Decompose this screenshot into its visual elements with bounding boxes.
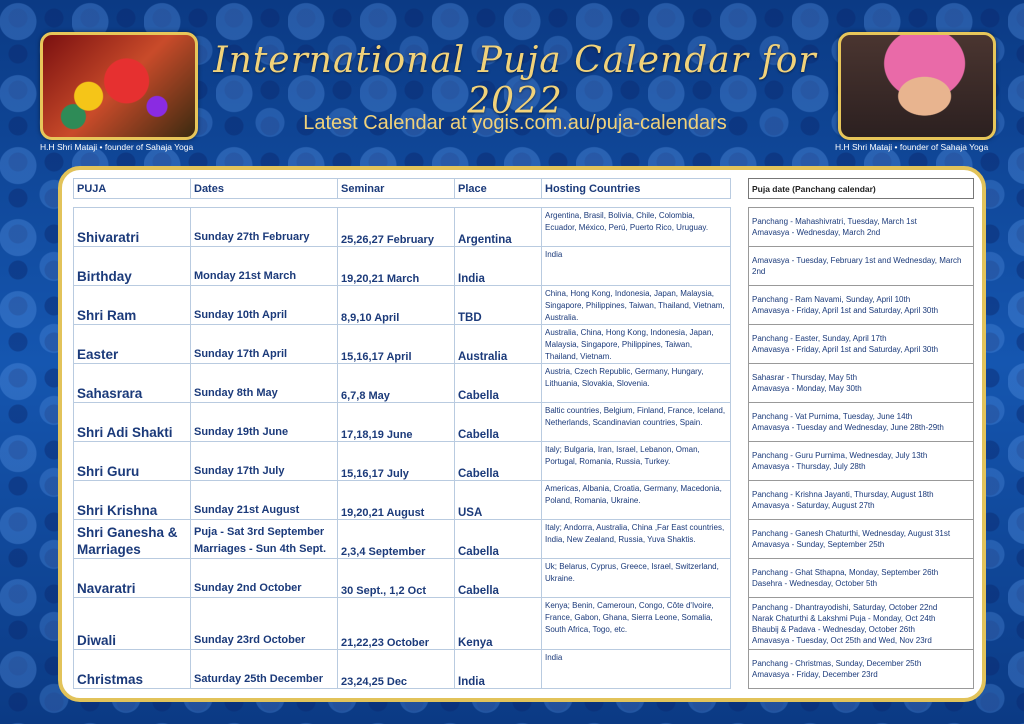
panchang-row <box>749 403 974 442</box>
puja-date <box>191 442 338 481</box>
calendar-panel <box>58 166 986 702</box>
panchang-table-body <box>749 208 974 689</box>
hosting-countries: Italy; Andorra, Australia, China ,Far East countries, India, New Zealand, Russia, Yuva Shaktis. <box>542 520 731 559</box>
panchang-entry <box>749 364 974 403</box>
panchang-header-row <box>749 179 974 199</box>
panchang-entry <box>749 247 974 286</box>
hosting-countries: Americas, Albania, Croatia, Germany, Macedonia, Poland, Romania, Ukraine. <box>542 481 731 520</box>
panchang-row <box>749 325 974 364</box>
puja-date <box>191 481 338 520</box>
panchang-line: Panchang - Vat Purnima, Tuesday, June 14th <box>752 412 913 421</box>
puja-name-line: Shri Adi Shakti <box>77 425 173 440</box>
puja-date-line: Sunday 17th July <box>194 465 285 477</box>
header-seminar: Seminar <box>338 179 455 199</box>
hosting-countries: Baltic countries, Belgium, Finland, France, Iceland, Netherlands, Scandinavian countries, Spain. <box>542 403 731 442</box>
puja-place: Kenya <box>455 598 542 650</box>
puja-date-line: Sunday 23rd October <box>194 634 306 646</box>
puja-date-line: Sunday 10th April <box>194 309 288 321</box>
puja-date-line: Sunday 21st August <box>194 504 300 516</box>
puja-name-line: Shivaratri <box>77 230 140 245</box>
puja-date-line: Sunday 19th June <box>194 426 289 438</box>
puja-name <box>74 403 191 442</box>
seminar-dates: 6,7,8 May <box>338 364 455 403</box>
puja-date <box>191 520 338 559</box>
table-row <box>74 247 731 286</box>
page-subtitle: Latest Calendar at yogis.com.au/puja-calendars <box>303 112 727 134</box>
panchang-line: Amavasya - Tuesday, February 1st and Wednesday, March 2nd <box>752 256 962 276</box>
panchang-entry <box>749 650 974 689</box>
table-row <box>74 598 731 650</box>
header-place: Place <box>455 179 542 199</box>
hosting-countries: Argentina, Brasil, Bolivia, Chile, Colombia, Ecuador, México, Perú, Puerto Rico, Uruguay. <box>542 208 731 247</box>
puja-place: Argentina <box>455 208 542 247</box>
panchang-line: Panchang - Easter, Sunday, April 17th <box>752 334 887 343</box>
seminar-dates: 15,16,17 April <box>338 325 455 364</box>
puja-name <box>74 559 191 598</box>
panchang-line: Amavasya - Saturday, August 27th <box>752 501 875 510</box>
panchang-row <box>749 650 974 689</box>
header-hosting-countries: Hosting Countries <box>542 179 731 199</box>
panchang-line: Amavasya - Friday, December 23rd <box>752 670 878 679</box>
puja-table-body <box>74 208 731 689</box>
seminar-dates: 19,20,21 March <box>338 247 455 286</box>
seminar-dates: 8,9,10 April <box>338 286 455 325</box>
panchang-entry <box>749 442 974 481</box>
panchang-line: Panchang - Ganesh Chaturthi, Wednesday, August 31st <box>752 529 951 538</box>
panchang-entry <box>749 598 974 650</box>
panchang-line: Amavasya - Monday, May 30th <box>752 384 862 393</box>
table-row <box>74 650 731 689</box>
header-puja: PUJA <box>74 179 191 199</box>
puja-name-line: Sahasrara <box>77 386 143 401</box>
hosting-countries: Kenya; Benin, Cameroun, Congo, Côte d'Ivoire, France, Gabon, Ghana, Sierra Leone, Somalia, South Africa, Togo, etc. <box>542 598 731 650</box>
puja-name <box>74 325 191 364</box>
panchang-line: Amavasya - Friday, April 1st and Saturday, April 30th <box>752 345 939 354</box>
panchang-line: Amavasya - Tuesday and Wednesday, June 28th-29th <box>752 423 944 432</box>
puja-place: India <box>455 650 542 689</box>
puja-name <box>74 247 191 286</box>
table-row <box>74 403 731 442</box>
puja-name <box>74 208 191 247</box>
seminar-dates: 2,3,4 September <box>338 520 455 559</box>
seminar-dates: 15,16,17 July <box>338 442 455 481</box>
puja-name-line: Diwali <box>77 633 117 648</box>
panchang-line: Panchang - Krishna Jayanti, Thursday, August 18th <box>752 490 934 499</box>
panchang-line: Panchang - Ram Navami, Sunday, April 10th <box>752 295 911 304</box>
panchang-spacer <box>749 199 974 208</box>
panchang-row <box>749 364 974 403</box>
panchang-row <box>749 481 974 520</box>
puja-date-line: Sunday 27th February <box>194 231 310 243</box>
puja-date-line: Monday 21st March <box>194 270 297 282</box>
panchang-line: Amavasya - Wednesday, March 2nd <box>752 228 881 237</box>
table-row <box>74 286 731 325</box>
puja-date-line: Saturday 25th December <box>194 673 323 685</box>
puja-name <box>74 650 191 689</box>
puja-name <box>74 481 191 520</box>
table-row <box>74 442 731 481</box>
panchang-line: Panchang - Christmas, Sunday, December 25th <box>752 659 922 668</box>
panchang-entry <box>749 481 974 520</box>
table-row <box>74 325 731 364</box>
hosting-countries: India <box>542 247 731 286</box>
puja-date-line: Sunday 8th May <box>194 387 278 399</box>
table-row <box>74 520 731 559</box>
shrine-photo <box>40 32 198 140</box>
puja-date-line: Sunday 17th April <box>194 348 288 360</box>
panchang-line: Panchang - Dhantrayodishi, Saturday, October 22nd <box>752 602 938 612</box>
panchang-entry <box>749 325 974 364</box>
puja-place: Cabella <box>455 520 542 559</box>
puja-name-line: Easter <box>77 347 119 362</box>
puja-table <box>73 178 731 689</box>
puja-date <box>191 598 338 650</box>
puja-name <box>74 364 191 403</box>
panchang-table <box>748 178 974 689</box>
puja-place: Cabella <box>455 559 542 598</box>
puja-date <box>191 325 338 364</box>
puja-place: TBD <box>455 286 542 325</box>
panchang-line: Narak Chaturthi & Lakshmi Puja - Monday, Oct 24th <box>752 613 936 623</box>
puja-name-line: Shri Guru <box>77 464 140 479</box>
panchang-row <box>749 559 974 598</box>
puja-name <box>74 598 191 650</box>
panchang-line: Panchang - Ghat Sthapna, Monday, September 26th <box>752 568 939 577</box>
panchang-line: Amavasya - Sunday, September 25th <box>752 540 885 549</box>
panchang-line: Amavasya - Friday, April 1st and Saturday, April 30th <box>752 306 939 315</box>
puja-date-line: Puja - Sat 3rd September <box>194 526 325 538</box>
seminar-dates: 23,24,25 Dec <box>338 650 455 689</box>
panchang-line: Panchang - Guru Purnima, Wednesday, July 13th <box>752 451 928 460</box>
hosting-countries: India <box>542 650 731 689</box>
panchang-entry <box>749 403 974 442</box>
puja-date <box>191 286 338 325</box>
hosting-countries: Australia, China, Hong Kong, Indonesia, Japan, Malaysia, Singapore, Philippines, Taiwan, Thailand, Vietnam. <box>542 325 731 364</box>
panchang-row <box>749 442 974 481</box>
puja-place: Cabella <box>455 442 542 481</box>
panchang-line: Bhaubij & Padava - Wednesday, October 26th <box>752 624 915 634</box>
hosting-countries: China, Hong Kong, Indonesia, Japan, Malaysia, Singapore, Philippines, Taiwan, Thailand, Vietnam, Australia. <box>542 286 731 325</box>
seminar-dates: 19,20,21 August <box>338 481 455 520</box>
puja-date <box>191 364 338 403</box>
page-title: International Puja Calendar for 2022 <box>213 40 817 122</box>
portrait-photo <box>838 32 996 140</box>
panchang-entry <box>749 559 974 598</box>
puja-date-line: Sunday 2nd October <box>194 582 302 594</box>
seminar-dates: 17,18,19 June <box>338 403 455 442</box>
puja-place: Cabella <box>455 364 542 403</box>
panchang-row <box>749 247 974 286</box>
puja-name-line: Shri Ganesha & <box>77 525 178 540</box>
panchang-row <box>749 208 974 247</box>
puja-name-line: Birthday <box>77 269 132 284</box>
panchang-row <box>749 598 974 650</box>
puja-name-line: Christmas <box>77 672 144 687</box>
table-row <box>74 364 731 403</box>
panchang-header: Puja date (Panchang calendar) <box>749 179 974 199</box>
puja-date <box>191 247 338 286</box>
seminar-dates: 30 Sept., 1,2 Oct <box>338 559 455 598</box>
table-row <box>74 481 731 520</box>
right-photo-caption: H.H Shri Mataji • founder of Sahaja Yoga <box>835 142 989 152</box>
panchang-line: Sahasrar - Thursday, May 5th <box>752 373 858 382</box>
panchang-entry <box>749 208 974 247</box>
puja-name <box>74 442 191 481</box>
panchang-entry <box>749 286 974 325</box>
panchang-row <box>749 286 974 325</box>
header-dates: Dates <box>191 179 338 199</box>
panchang-row <box>749 520 974 559</box>
puja-date <box>191 208 338 247</box>
puja-date <box>191 403 338 442</box>
panchang-line: Panchang - Mahashivratri, Tuesday, March 1st <box>752 217 917 226</box>
puja-name <box>74 520 191 559</box>
puja-name-line: Shri Ram <box>77 308 137 323</box>
seminar-dates: 21,22,23 October <box>338 598 455 650</box>
table-spacer <box>74 199 731 208</box>
table-row <box>74 559 731 598</box>
puja-name-line: Navaratri <box>77 581 136 596</box>
puja-name-line: Shri Krishna <box>77 503 158 518</box>
hosting-countries: Uk; Belarus, Cyprus, Greece, Israel, Switzerland, Ukraine. <box>542 559 731 598</box>
puja-place: Cabella <box>455 403 542 442</box>
puja-date-line: Marriages - Sun 4th Sept. <box>194 543 327 555</box>
panchang-line: Amavasya - Tuesday, Oct 25th and Wed, Nov 23rd <box>752 635 932 645</box>
seminar-dates: 25,26,27 February <box>338 208 455 247</box>
puja-name <box>74 286 191 325</box>
puja-place: Australia <box>455 325 542 364</box>
panchang-entry <box>749 520 974 559</box>
puja-place: USA <box>455 481 542 520</box>
puja-name-line: Marriages <box>77 542 141 557</box>
puja-date <box>191 650 338 689</box>
table-header-row <box>74 179 731 199</box>
puja-date <box>191 559 338 598</box>
panchang-line: Dasehra - Wednesday, October 5th <box>752 579 878 588</box>
hosting-countries: Italy; Bulgaria, Iran, Israel, Lebanon, Oman, Portugal, Romania, Russia, Turkey. <box>542 442 731 481</box>
panchang-line: Amavasya - Thursday, July 28th <box>752 462 866 471</box>
puja-place: India <box>455 247 542 286</box>
left-photo-caption: H.H Shri Mataji • founder of Sahaja Yoga <box>40 142 194 152</box>
table-row <box>74 208 731 247</box>
hosting-countries: Austria, Czech Republic, Germany, Hungary, Lithuania, Slovakia, Slovenia. <box>542 364 731 403</box>
